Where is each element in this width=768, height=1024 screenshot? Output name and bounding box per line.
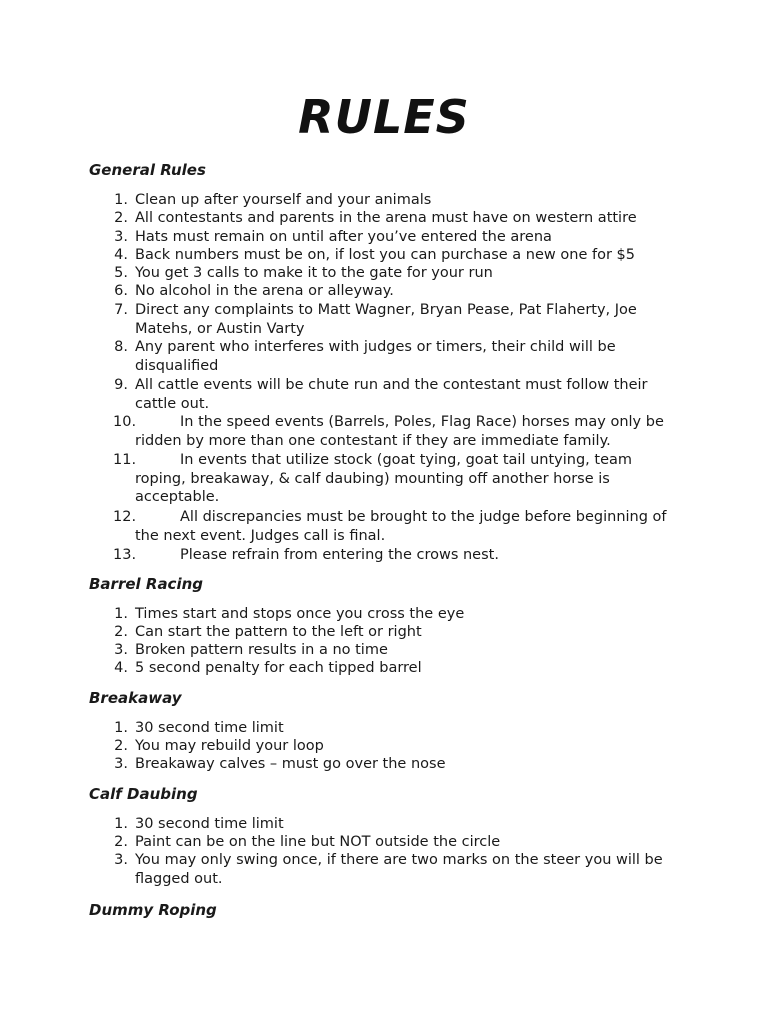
section-heading: Barrel Racing [89, 575, 204, 593]
page-title: RULES [298, 90, 470, 144]
list-item-number: 3. [114, 642, 128, 658]
list-item-text: Paint can be on the line but NOT outside the circle [135, 834, 501, 850]
list-item-text: Broken pattern results in a no time [135, 642, 388, 658]
list-item-number: 4. [114, 247, 128, 263]
list-item-number: 5. [114, 265, 128, 281]
list-item-text: Please refrain from entering the crows nest. [180, 547, 499, 563]
section-heading: Breakaway [89, 689, 182, 707]
list-item-number: 11. [113, 452, 137, 468]
list-item-number: 2. [114, 738, 128, 754]
list-item-text: Clean up after yourself and your animals [135, 192, 432, 208]
list-item-text: You may rebuild your loop [135, 738, 324, 754]
list-item-number: 3. [114, 852, 128, 868]
list-item-text: Can start the pattern to the left or right [135, 624, 422, 640]
list-item-number: 2. [114, 210, 128, 226]
list-item-number: 2. [114, 834, 128, 850]
list-item-text: 30 second time limit [135, 720, 284, 736]
list-item-text: Direct any complaints to Matt Wagner, Bryan Pease, Pat Flaherty, Joe Matehs, or Austin Varty [135, 302, 637, 337]
list-item-number: 10. [113, 414, 137, 430]
list-item-text: Back numbers must be on, if lost you can purchase a new one for $5 [135, 247, 635, 263]
list-item-number: 7. [114, 302, 128, 318]
list-item-text: Any parent who interferes with judges or timers, their child will be disqualified [135, 339, 616, 374]
list-item-text: 5 second penalty for each tipped barrel [135, 660, 422, 676]
list-item-number: 1. [114, 720, 128, 736]
section-heading: Dummy Roping [89, 901, 217, 919]
list-item-number: 6. [114, 283, 128, 299]
list-item-text: All contestants and parents in the arena must have on western attire [135, 210, 637, 226]
list-item-text: Hats must remain on until after you’ve entered the arena [135, 229, 552, 245]
list-item-text: You may only swing once, if there are two marks on the steer you will be flagged out. [135, 852, 663, 887]
list-item-number: 1. [114, 816, 128, 832]
list-item-number: 1. [114, 192, 128, 208]
list-item-text: Times start and stops once you cross the eye [135, 606, 465, 622]
list-item-text: Breakaway calves – must go over the nose [135, 756, 446, 772]
list-item-text: No alcohol in the arena or alleyway. [135, 283, 394, 299]
list-item-number: 9. [114, 377, 128, 393]
list-item-number: 4. [114, 660, 128, 676]
list-item-number: 3. [114, 756, 128, 772]
section-heading: Calf Daubing [89, 785, 198, 803]
list-item-text: In events that utilize stock (goat tying, goat tail untying, team roping, breakaway, & calf daubing) mounting off another horse is acceptable. [135, 452, 632, 505]
list-item-text: In the speed events (Barrels, Poles, Flag Race) horses may only be ridden by more than one contestant if they are immediate family. [135, 414, 664, 449]
list-item-number: 8. [114, 339, 128, 355]
list-item-text: All cattle events will be chute run and the contestant must follow their cattle out. [135, 377, 648, 412]
list-item-number: 3. [114, 229, 128, 245]
list-item-text: All discrepancies must be brought to the judge before beginning of the next event. Judges call is final. [135, 509, 667, 544]
list-item-text: You get 3 calls to make it to the gate for your run [135, 265, 493, 281]
section-heading: General Rules [89, 161, 206, 179]
list-item-number: 13. [113, 547, 137, 563]
list-item-number: 12. [113, 509, 137, 525]
list-item-text: 30 second time limit [135, 816, 284, 832]
list-item-number: 1. [114, 606, 128, 622]
list-item-number: 2. [114, 624, 128, 640]
